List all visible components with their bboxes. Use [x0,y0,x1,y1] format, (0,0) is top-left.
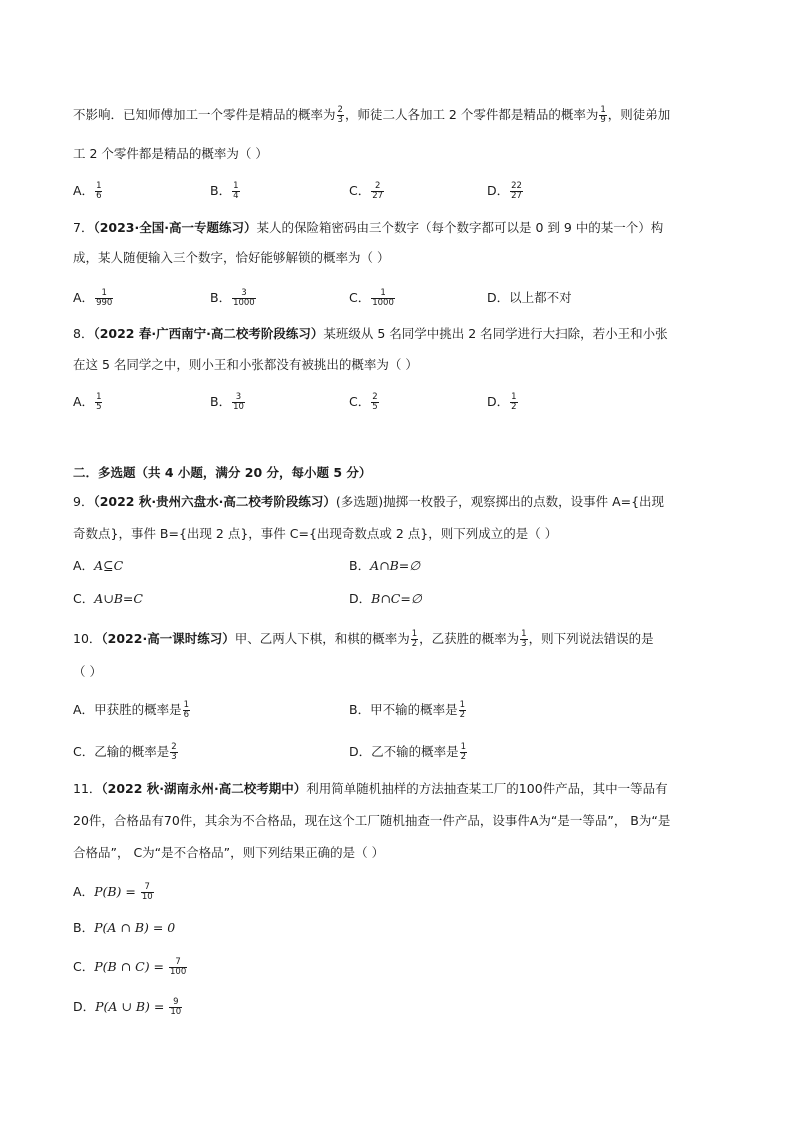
denominator: 6 [183,710,189,720]
numerator: 1 [371,289,395,299]
q8-option-a[interactable] [73,393,103,412]
option-expression: A⊆C [94,558,124,573]
numerator: 1 [96,392,102,402]
denominator: 1000 [233,298,255,308]
denominator: 27 [372,191,384,201]
q6-text: 不影响．已知师傅加工一个零件是精品的概率为 [73,107,336,122]
fraction [183,701,190,720]
question-source: （2023·全国·高一专题练习） [93,220,257,235]
fraction [371,289,395,308]
question-number: 11． [73,781,102,796]
numerator: 9 [169,998,182,1008]
q11-option-a[interactable] [73,883,155,902]
numerator: 7 [141,883,154,893]
numerator: 1 [95,289,113,299]
question-number: 10． [73,631,102,646]
option-label: C． [73,959,95,974]
option-label: B． [73,920,95,935]
q8-option-c[interactable] [349,393,380,412]
q11-stem-line1 [73,781,668,797]
q11-option-c[interactable] [73,958,188,977]
denominator: 100 [170,967,187,977]
fraction [510,393,517,412]
fraction [232,182,239,201]
q9-option-d[interactable] [349,591,422,607]
option-text: 乙不输的概率是 [371,744,459,759]
q8-stem-line1 [73,326,668,342]
fraction [599,106,606,125]
option-label: A． [73,884,95,899]
numerator: 1 [600,105,606,115]
fraction [411,630,418,649]
numerator: 2 [171,742,177,752]
option-label: B． [210,183,232,198]
numerator: 2 [337,105,343,115]
denominator: 6 [96,191,102,201]
q8-option-d[interactable] [487,393,519,412]
option-label: B． [210,290,232,305]
q6-option-a[interactable] [73,182,103,201]
option-label: D． [487,183,510,198]
fraction [510,182,523,201]
q8-stem-line2: 在这 5 名同学之中，则小王和小张都没有被挑出的概率为（ ） [73,357,418,372]
denominator: 5 [96,402,102,412]
q6-stem-line1 [73,106,670,125]
denominator: 3 [337,115,343,125]
denominator: 2 [460,752,467,762]
option-label: C． [73,591,95,606]
q6-option-b[interactable] [210,182,241,201]
numerator: 1 [183,700,189,710]
fraction [170,743,177,762]
fraction [337,106,344,125]
q10-text: 甲、乙两人下棋，和棋的概率为 [234,631,410,646]
numerator: 1 [511,392,517,402]
option-label: A． [73,290,95,305]
q8-text: 某班级从 5 名同学中挑出 2 名同学进行大扫除，若小王和小张 [323,326,668,341]
option-label: C． [349,394,371,409]
option-label: C． [73,744,95,759]
fraction [95,393,102,412]
denominator: 10 [141,892,153,902]
numerator: 1 [233,181,239,191]
option-label: A． [73,702,95,717]
numerator: 2 [372,392,378,402]
question-number: 7． [73,220,94,235]
fraction [459,701,466,720]
numerator: 1 [96,181,102,191]
denominator: 2 [511,402,517,412]
fraction [460,743,467,762]
q7-option-b[interactable] [210,289,257,308]
option-expression: P(B ∩ C) = [94,959,168,974]
denominator: 3 [521,639,527,649]
section-heading: 二．多选题（共 4 小题，满分 20 分，每小题 5 分） [73,465,372,480]
option-label: D． [487,394,510,409]
denominator: 2 [459,710,466,720]
option-label: D． [487,290,510,305]
q10-stem-line2: （ ） [73,664,102,679]
numerator: 1 [459,700,466,710]
numerator: 1 [411,629,418,639]
fraction [232,289,256,308]
question-source: （2022 秋·贵州六盘水·高二校考阶段练习） [93,494,336,509]
option-label: B． [349,558,371,573]
denominator: 9 [600,115,606,125]
fraction [232,393,245,412]
option-text: 甲获胜的概率是 [94,702,182,717]
q9-stem-line2: 奇数点}，事件 B={出现 2 点}，事件 C={出现奇数点或 2 点}，则下列成立的是（ ） [73,526,558,541]
q10-option-b[interactable] [349,701,467,720]
numerator: 22 [511,181,522,191]
q11-text: 利用简单随机抽样的方法抽查某工厂的100件产品，其中一等品有 [306,781,668,796]
q6-stem-line2: 工 2 个零件都是精品的概率为（ ） [73,146,268,161]
q9-option-c[interactable] [73,591,143,607]
q8-option-b[interactable] [210,393,246,412]
q10-text: ，则下列说法错误的是 [528,631,654,646]
q7-option-d[interactable] [487,290,572,306]
q7-stem-line1 [73,220,663,236]
option-text: 乙输的概率是 [94,744,170,759]
denominator: 1000 [372,298,394,308]
fraction [169,998,182,1017]
option-expression: B∩C=∅ [371,591,422,606]
option-expression: P(A ∩ B) = 0 [94,920,176,935]
denominator: 10 [170,1007,182,1017]
q7-text: 某人的保险箱密码由三个数字（每个数字都可以是 0 到 9 中的某一个）构 [256,220,664,235]
numerator: 3 [232,393,245,403]
q7-option-c[interactable] [349,289,396,308]
q6-option-c[interactable] [349,182,385,201]
option-text: 甲不输的概率是 [370,702,458,717]
option-label: B． [210,394,232,409]
fraction [371,393,378,412]
option-label: B． [349,702,371,717]
option-label: D． [349,744,372,759]
option-label: A． [73,183,95,198]
fraction [520,630,527,649]
q11-option-b[interactable] [73,920,175,936]
q9-option-b[interactable] [349,558,420,574]
q11-option-d[interactable] [73,998,183,1017]
q11-stem-line2: 20件，合格品有70件，其余为不合格品，现在这个工厂随机抽查一件产品，设事件A为“是一等品”， B为“是 [73,813,671,828]
denominator: 2 [411,639,418,649]
q9-text: (多选题)抛掷一枚骰子，观察掷出的点数，设事件 A={出现 [335,494,665,509]
question-number: 9． [73,494,94,509]
denominator: 4 [233,191,239,201]
option-text: 以上都不对 [509,290,572,305]
denominator: 5 [372,402,378,412]
numerator: 3 [232,289,256,299]
option-label: C． [349,183,371,198]
q6-text: ，师徒二人各加工 2 个零件都是精品的概率为 [344,107,599,122]
fraction [371,182,384,201]
question-source: （2022 春·广西南宁·高二校考阶段练习） [93,326,324,341]
q7-option-a[interactable] [73,289,114,308]
denominator: 27 [511,191,522,201]
q7-stem-line2: 成，某人随便输入三个数字，恰好能够解锁的概率为（ ） [73,250,390,265]
denominator: 990 [96,298,113,308]
question-number: 8． [73,326,94,341]
q10-option-c[interactable] [73,743,179,762]
q10-option-a[interactable] [73,701,191,720]
q11-stem-line3: 合格品”， C为“是不合格品”，则下列结果正确的是（ ） [73,845,385,860]
option-expression: A∪B=C [94,591,143,606]
fraction [95,182,102,201]
q6-text: ，则徒弟加 [607,107,671,122]
option-label: D． [349,591,372,606]
option-label: A． [73,394,95,409]
q10-stem-line1 [73,630,654,649]
question-source: （2022 秋·湖南永州·高二校考期中） [101,781,307,796]
q9-option-a[interactable] [73,558,123,574]
option-expression: P(A ∪ B) = [95,999,169,1014]
q9-stem-line1 [73,494,664,510]
fraction [169,958,187,977]
numerator: 1 [521,629,527,639]
denominator: 10 [233,402,244,412]
question-source: （2022·高一课时练习） [101,631,235,646]
fraction [95,289,113,308]
option-label: D． [73,999,96,1014]
numerator: 7 [169,958,187,968]
q10-option-d[interactable] [349,743,468,762]
numerator: 2 [371,182,384,192]
q10-text: ，乙获胜的概率为 [419,631,520,646]
denominator: 3 [171,752,177,762]
option-label: A． [73,558,95,573]
option-expression: P(B) = [94,884,140,899]
q6-option-d[interactable] [487,182,524,201]
option-label: C． [349,290,371,305]
fraction [141,883,154,902]
option-expression: A∩B=∅ [370,558,421,573]
numerator: 1 [460,742,467,752]
